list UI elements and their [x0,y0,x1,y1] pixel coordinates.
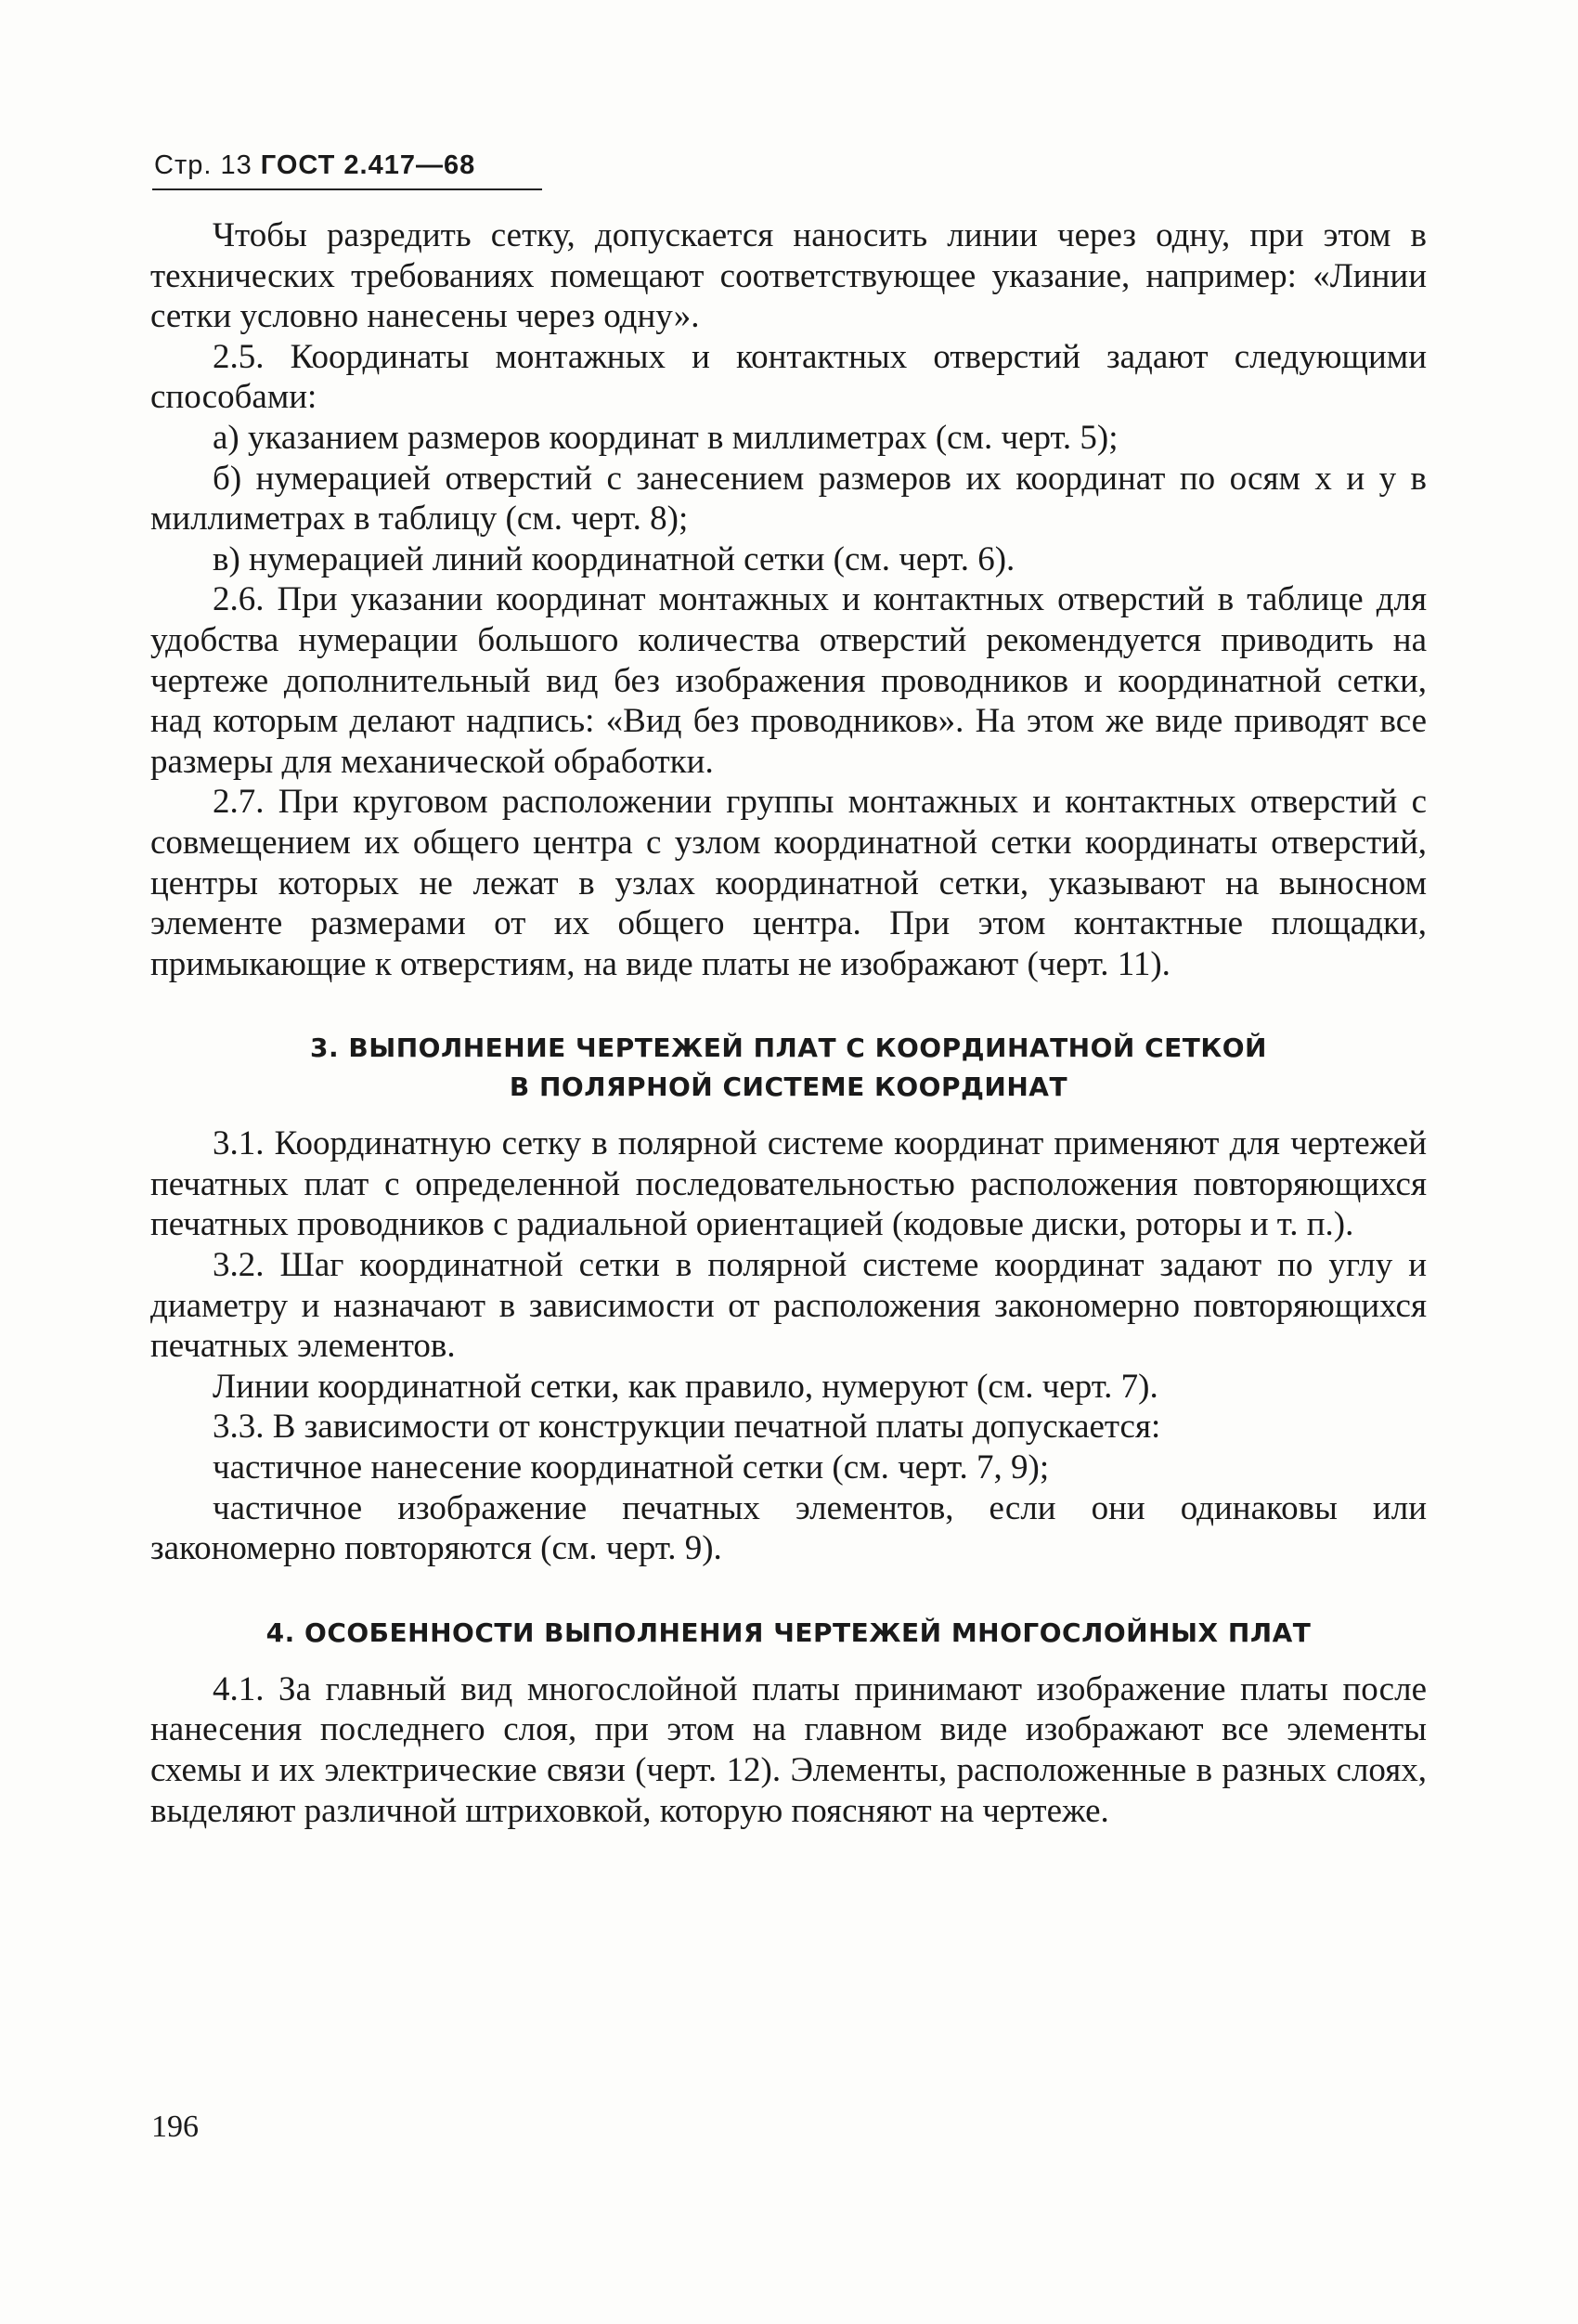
paragraph-2-5-c: в) нумерацией линий координатной сетки (см. черт. 6). [213,539,1015,578]
paragraph-3-3: 3.3. В зависимости от конструкции печатной платы допускается: [213,1408,1161,1447]
paragraph-2-6: 2.6. При указании координат монтажных и контактных отверстий в таблице для удобства нумерации большого количества отверстий рекомендуется приводить на чертеже дополнительный вид без изображения проводников и координатной сетки, над которым делают надпись: «Вид без проводников». На этом же виде приводят все размеры для механической обработки. [150,580,1427,781]
paragraph-3-2-b: Линии координатной сетки, как правило, нумеруют (см. черт. 7). [213,1367,1158,1406]
paragraph-3-3-b: частичное изображение печатных элементов, если они одинаковы или закономерно повторяются (см. черт. 9). [150,1488,1427,1568]
paragraph-2-5-a: а) указанием размеров координат в миллиметрах (см. черт. 5); [213,418,1119,457]
paragraph-grid-thinning: Чтобы разредить сетку, допускается наносить линии через одну, при этом в технических требованиях помещают соответствующее указание, например: «Линии сетки условно нанесены через одну». [150,216,1427,336]
paragraph-3-1: 3.1. Координатную сетку в полярной системе координат применяют для чертежей печатных плат с определенной последовательностью расположения повторяющихся печатных проводников с радиальной ориентацией (кодовые диски, роторы и т. п.). [150,1124,1427,1244]
paragraph-4-1: 4.1. За главный вид многослойной платы принимают изображение платы после нанесения последнего слоя, при этом на главном виде изображают все элементы схемы и их электрические связи (черт. 12). Элементы, расположенные в разных слоях, выделяют различной штриховкой, которую поясняют на чертеже. [150,1669,1427,1830]
header-rule [152,188,542,190]
paragraph-2-5-b: б) нумерацией отверстий с занесением размеров их координат по осям x и y в миллиметрах в таблицу (см. черт. 8); [150,459,1427,539]
paragraph-3-2: 3.2. Шаг координатной сетки в полярной системе координат задают по углу и диаметру и назначают в зависимости от расположения закономерно повторяющихся печатных элементов. [150,1246,1427,1366]
page-header [154,150,475,181]
standard-number: ГОСТ 2.417—68 [260,150,476,180]
page-label: Стр. 13 [154,150,252,180]
section-3-title-line-1: 3. ВЫПОЛНЕНИЕ ЧЕРТЕЖЕЙ ПЛАТ С КООРДИНАТНОЙ СЕТКОЙ [309,1032,1267,1064]
paragraph-2-5: 2.5. Координаты монтажных и контактных отверстий задают следующими способами: [150,337,1427,417]
document-body [150,215,1427,1831]
page-number: 196 [151,2110,199,2144]
section-3-title-line-2: В ПОЛЯРНОЙ СИСТЕМЕ КООРДИНАТ [509,1071,1068,1103]
section-4-title: 4. ОСОБЕННОСТИ ВЫПОЛНЕНИЯ ЧЕРТЕЖЕЙ МНОГОСЛОЙНЫХ ПЛАТ [265,1616,1312,1648]
paragraph-2-7: 2.7. При круговом расположении группы монтажных и контактных отверстий с совмещением их общего центра с узлом координатной сетки координаты отверстий, центры которых не лежат в узлах координатной сетки, указывают на выносном элементе размерами от их общего центра. При этом контактные площадки, примыкающие к отверстиям, на виде платы не изображают (черт. 11). [150,783,1427,983]
paragraph-3-3-a: частичное нанесение координатной сетки (см. черт. 7, 9); [213,1448,1050,1487]
